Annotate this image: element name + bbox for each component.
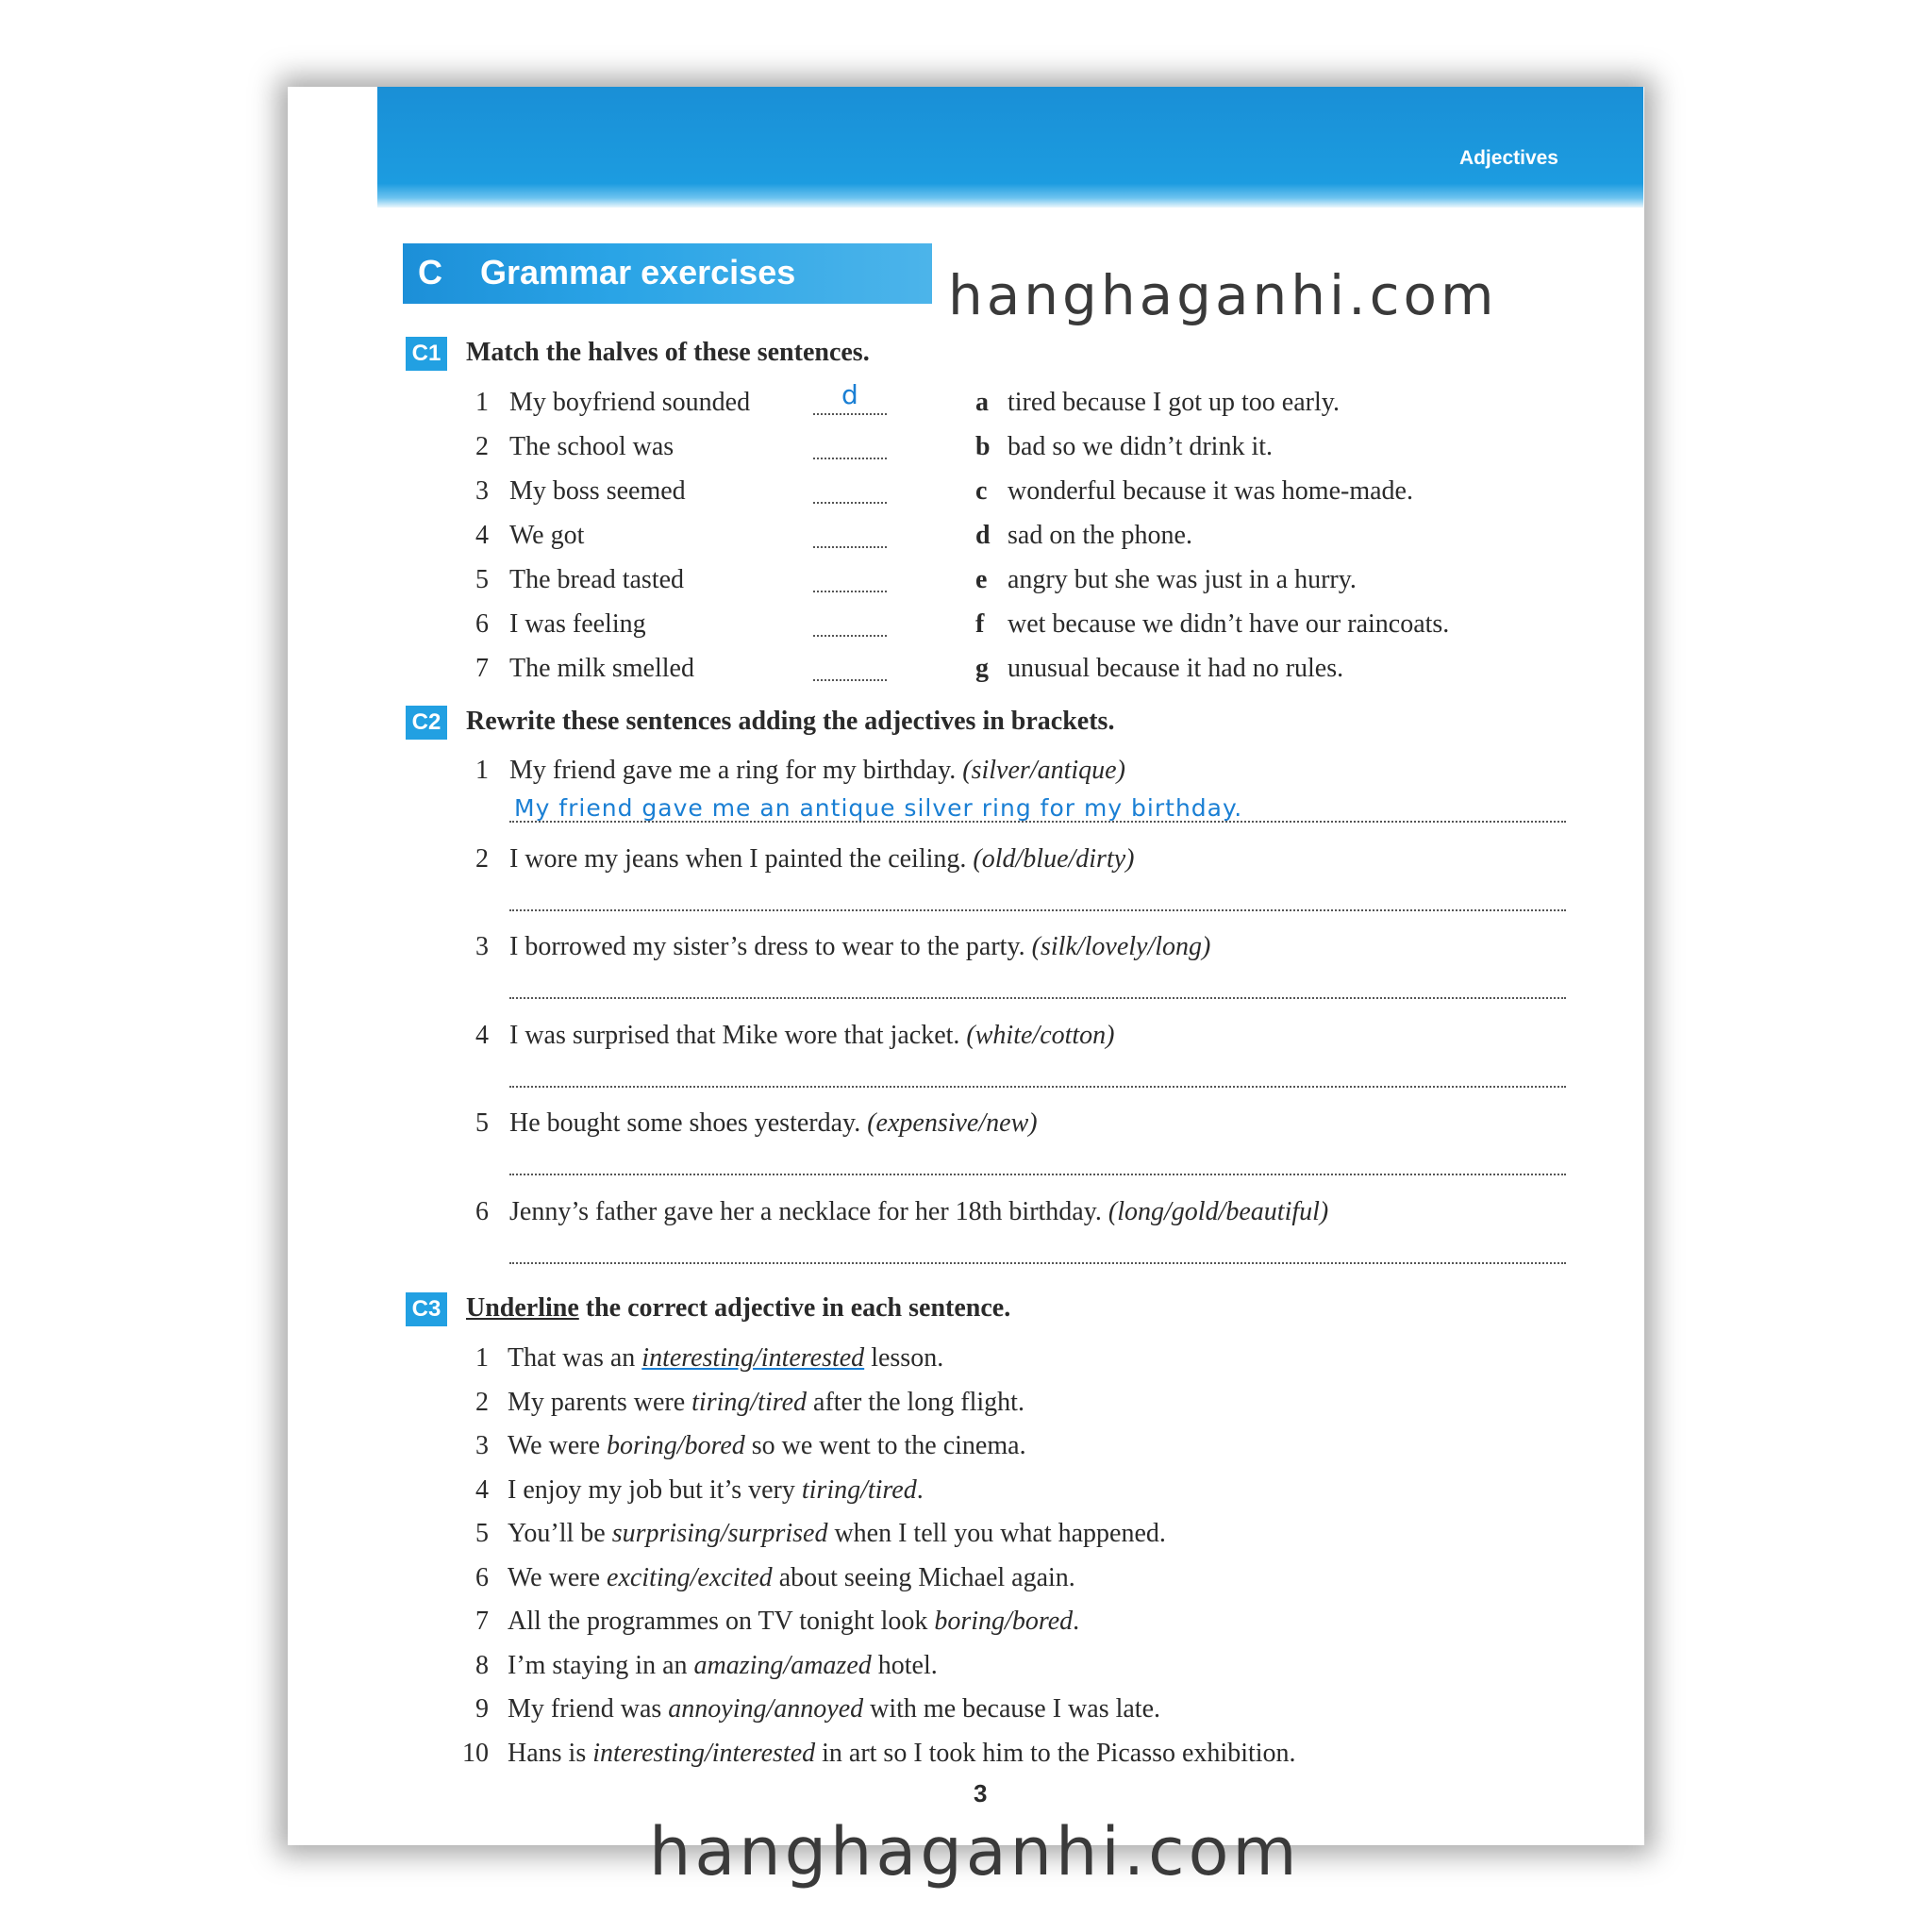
answer-blank[interactable] xyxy=(813,458,887,459)
item-number: 6 xyxy=(475,1562,489,1592)
sentence-text: Jenny’s father gave her a necklace for her 18th birthday. xyxy=(509,1196,1102,1226)
item-number: 6 xyxy=(475,609,489,639)
chapter-title: Adjectives xyxy=(1458,147,1558,169)
adjective-choice[interactable]: annoying/annoyed xyxy=(668,1694,864,1724)
sentence-text: He bought some shoes yesterday. xyxy=(509,1108,861,1138)
answer-line[interactable] xyxy=(509,909,1566,911)
section-banner xyxy=(403,243,932,304)
option-letter: d xyxy=(975,521,991,550)
item-number: 4 xyxy=(475,1020,489,1050)
sentence-text: My friend gave me a ring for my birthday. xyxy=(509,756,957,785)
sentence-text: so we went to the cinema. xyxy=(744,1431,1026,1460)
sentence-start: I was feeling xyxy=(509,609,646,639)
adjectives-hint: (white/cotton) xyxy=(966,1020,1115,1050)
sentence-start: The milk smelled xyxy=(509,654,694,683)
sentence-text: I was surprised that Mike wore that jacket. xyxy=(509,1020,960,1050)
sentence-text: about seeing Michael again. xyxy=(772,1562,1075,1592)
sentence-text: hotel. xyxy=(871,1650,938,1680)
handwritten-answer: d xyxy=(841,379,859,410)
item-number: 2 xyxy=(475,432,489,461)
answer-blank[interactable] xyxy=(813,413,887,415)
sentence xyxy=(508,1387,1024,1419)
sentence xyxy=(508,1342,943,1374)
answer-blank[interactable] xyxy=(813,635,887,637)
sentence-end: bad so we didn’t drink it. xyxy=(1008,432,1274,461)
sentence-text: You’ll be xyxy=(508,1519,612,1548)
sentence xyxy=(509,755,1125,787)
exercise-badge-c3: C3 xyxy=(406,1292,447,1326)
item-number: 7 xyxy=(475,654,489,683)
exercise-badge-c1: C1 xyxy=(406,337,447,371)
item-number: 6 xyxy=(475,1196,489,1226)
item-number: 3 xyxy=(475,476,489,506)
sentence xyxy=(509,1108,1038,1140)
sentence-text: . xyxy=(1073,1607,1080,1636)
chapter-header xyxy=(377,87,1643,208)
option-letter: e xyxy=(975,565,988,594)
option-letter: g xyxy=(975,654,989,683)
adjectives-hint: (expensive/new) xyxy=(867,1108,1038,1138)
answer-line[interactable] xyxy=(509,1262,1566,1264)
adjective-choice[interactable]: exciting/excited xyxy=(607,1562,773,1592)
sentence-start: My boss seemed xyxy=(509,476,686,506)
sentence-end: tired because I got up too early. xyxy=(1008,388,1340,417)
page-number: 3 xyxy=(974,1779,988,1807)
sentence-text: lesson. xyxy=(864,1343,944,1373)
sentence-end: wonderful because it was home-made. xyxy=(1008,476,1413,506)
item-number: 7 xyxy=(475,1607,489,1636)
c2-instruction: Rewrite these sentences adding the adjectives in brackets. xyxy=(466,707,1115,736)
adjectives-hint: (old/blue/dirty) xyxy=(973,843,1135,874)
sentence xyxy=(509,843,1134,875)
c3-instruction-underline: Underline xyxy=(466,1293,579,1323)
option-letter: f xyxy=(975,609,985,639)
answer-blank[interactable] xyxy=(813,502,887,504)
sentence-text: I borrowed my sister’s dress to wear to the party. xyxy=(509,932,1025,961)
adjectives-hint: (silver/antique) xyxy=(962,756,1125,785)
answer-blank[interactable] xyxy=(813,546,887,548)
item-number: 5 xyxy=(475,565,489,594)
sentence xyxy=(508,1693,1160,1725)
item-number: 3 xyxy=(475,932,489,961)
sentence-text: That was an xyxy=(508,1343,642,1373)
sentence xyxy=(508,1518,1166,1550)
exercise-badge-c2: C2 xyxy=(406,706,447,740)
c1-instruction: Match the halves of these sentences. xyxy=(466,338,870,367)
sentence-text: in art so I took him to the Picasso exhibition. xyxy=(815,1738,1296,1768)
adjective-choice[interactable]: tiring/tired xyxy=(801,1474,917,1505)
item-number: 3 xyxy=(475,1431,489,1460)
item-number: 1 xyxy=(475,1343,489,1373)
adjective-choice[interactable]: surprising/surprised xyxy=(611,1519,828,1548)
answer-line[interactable] xyxy=(509,997,1566,999)
item-number: 9 xyxy=(475,1694,489,1724)
item-number: 2 xyxy=(475,1387,489,1417)
adjectives-hint: (silk/lovely/long) xyxy=(1031,932,1211,961)
adjective-choice[interactable]: interesting/interested xyxy=(641,1343,865,1373)
option-letter: c xyxy=(975,476,988,506)
sentence xyxy=(508,1650,938,1682)
option-letter: a xyxy=(975,388,989,417)
item-number: 1 xyxy=(475,756,489,785)
answer-line[interactable] xyxy=(509,1174,1566,1175)
watermark: hanghaganhi.com xyxy=(948,263,1498,327)
sentence xyxy=(508,1562,1075,1594)
sentence-text: We were xyxy=(508,1431,608,1460)
sentence-text: I wore my jeans when I painted the ceiling. xyxy=(509,843,967,874)
sentence xyxy=(508,1606,1079,1638)
item-number: 1 xyxy=(475,388,489,417)
sentence xyxy=(508,1738,1296,1770)
sentence-end: unusual because it had no rules. xyxy=(1008,654,1344,683)
sentence-text: We were xyxy=(508,1562,608,1592)
sentence-text: I enjoy my job but it’s very xyxy=(508,1474,802,1505)
adjective-choice[interactable]: amazing/amazed xyxy=(693,1650,872,1680)
option-letter: b xyxy=(975,432,991,461)
sentence-text: with me because I was late. xyxy=(863,1694,1161,1724)
sentence xyxy=(508,1474,924,1507)
answer-blank[interactable] xyxy=(813,679,887,681)
section-letter: C xyxy=(418,253,442,291)
handwritten-answer: My friend gave me an antique silver ring for my birthday. xyxy=(514,794,1243,822)
sentence-text: . xyxy=(916,1474,924,1505)
sentence-text: My friend was xyxy=(508,1694,669,1724)
sentence-end: angry but she was just in a hurry. xyxy=(1008,565,1357,594)
c3-instruction xyxy=(466,1293,1010,1324)
answer-line[interactable] xyxy=(509,1086,1566,1088)
item-number: 5 xyxy=(475,1519,489,1548)
adjective-choice[interactable]: boring/bored xyxy=(607,1431,745,1460)
sentence-text: when I tell you what happened. xyxy=(827,1519,1166,1548)
item-number: 10 xyxy=(462,1738,489,1768)
answer-blank[interactable] xyxy=(813,591,887,592)
sentence-end: sad on the phone. xyxy=(1008,521,1192,550)
sentence xyxy=(509,931,1210,963)
item-number: 8 xyxy=(475,1650,489,1680)
sentence-start: The bread tasted xyxy=(509,565,685,594)
item-number: 2 xyxy=(475,843,489,874)
sentence-start: The school was xyxy=(509,432,675,461)
item-number: 5 xyxy=(475,1108,489,1138)
sentence-text: My parents were xyxy=(508,1387,692,1417)
sentence-text: I’m staying in an xyxy=(508,1650,694,1680)
watermark-bottom: hanghaganhi.com xyxy=(649,1813,1301,1890)
adjective-choice[interactable]: interesting/interested xyxy=(592,1738,816,1768)
sentence xyxy=(508,1430,1026,1462)
sentence-text: after the long flight. xyxy=(807,1387,1024,1417)
adjective-choice[interactable]: tiring/tired xyxy=(691,1387,808,1417)
adjective-choice[interactable]: boring/bored xyxy=(934,1607,1074,1636)
c3-instruction-rest: the correct adjective in each sentence. xyxy=(578,1293,1011,1323)
section-title: Grammar exercises xyxy=(480,253,796,291)
adjectives-hint: (long/gold/beautiful) xyxy=(1108,1196,1329,1226)
item-number: 4 xyxy=(475,1474,489,1505)
sentence-end: wet because we didn’t have our raincoats. xyxy=(1008,609,1450,639)
sentence xyxy=(509,1020,1115,1052)
sentence-text: Hans is xyxy=(508,1738,593,1768)
item-number: 4 xyxy=(475,521,489,550)
sentence-text: All the programmes on TV tonight look xyxy=(508,1607,935,1636)
sentence xyxy=(509,1196,1328,1228)
sentence-start: My boyfriend sounded xyxy=(509,388,751,417)
sentence-start: We got xyxy=(509,521,585,550)
